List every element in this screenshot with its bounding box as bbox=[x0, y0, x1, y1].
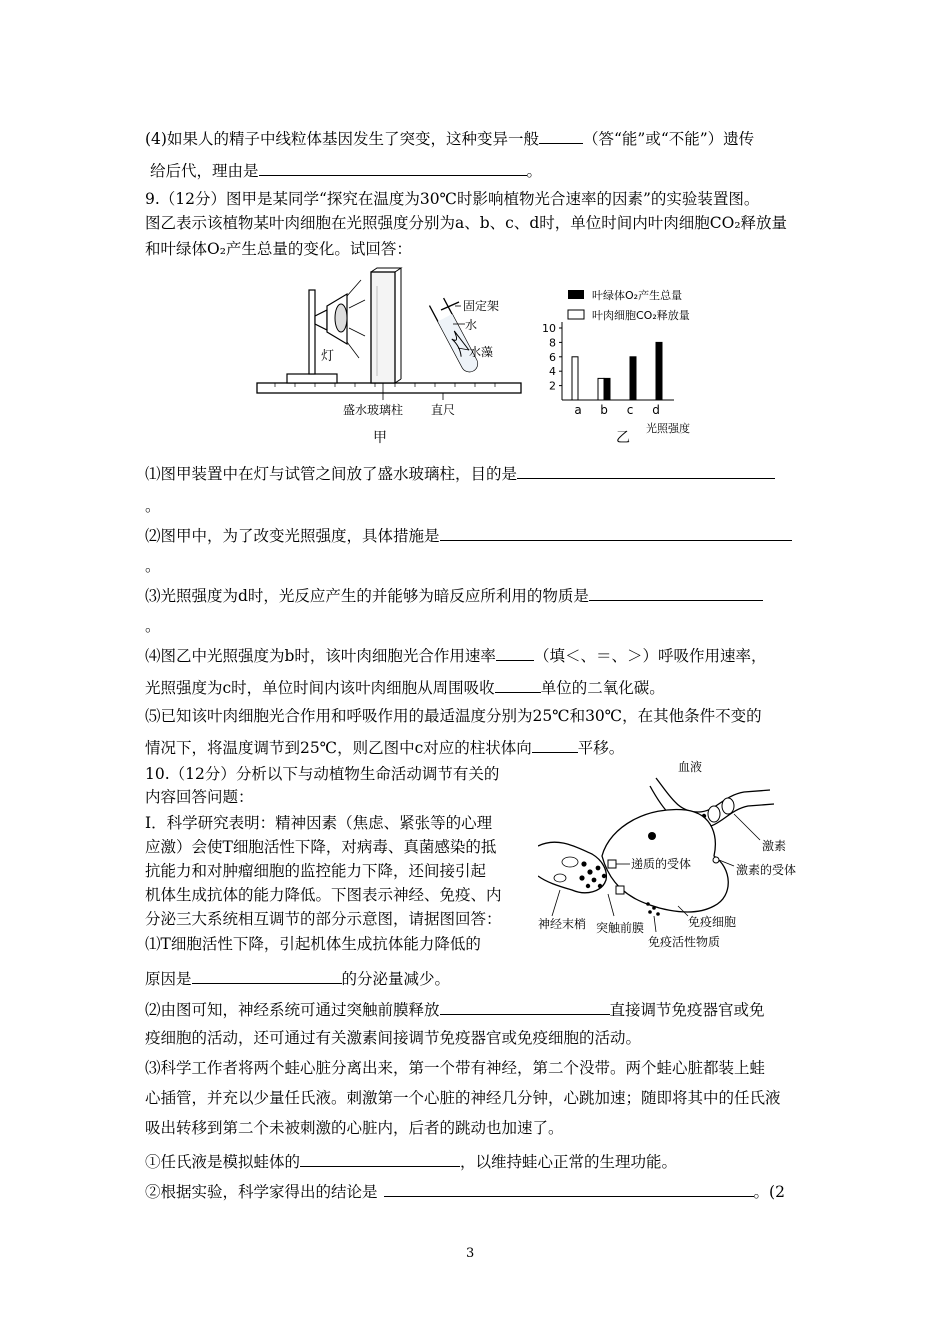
q9-1-answer-blank[interactable] bbox=[517, 462, 775, 479]
x-tick-label-d: d bbox=[652, 403, 660, 417]
q10-3-line5: ②根据实验，科学家得出的结论是 。(2 bbox=[145, 1180, 785, 1202]
stand-pole bbox=[309, 290, 315, 374]
algae-label: 水藻 bbox=[469, 345, 494, 359]
q9-intro-3: 和叶绿体O₂产生总量的变化。试回答： bbox=[145, 240, 412, 258]
q9-2-line: ⑵图甲中，为了改变光照强度，具体措施是 bbox=[145, 524, 792, 546]
y-tick-label: 2 bbox=[549, 379, 556, 393]
x-tick-label-b: b bbox=[600, 403, 608, 417]
q9-4-amount-blank[interactable] bbox=[495, 676, 541, 693]
q10-intro-2: 内容回答问题： bbox=[145, 788, 254, 806]
stand-base bbox=[287, 374, 337, 383]
q10-2-line1: ⑵由图可知，神经系统可通过突触前膜释放 直接调节免疫器官或免 bbox=[145, 998, 765, 1020]
q9-intro-1: 9.（12分）图甲是某同学“探究在温度为30℃时影响植物光合速率的因素”的实验装置图。 bbox=[145, 190, 760, 208]
q10-3-line4: ①任氏液是模拟蛙体的 ，以维持蛙心正常的生理功能。 bbox=[145, 1150, 677, 1172]
q10-3-2-answer-blank[interactable] bbox=[384, 1180, 754, 1197]
q10-p2: 应激）会使T细胞活性下降，对病毒、真菌感染的抵 bbox=[145, 838, 497, 856]
bar-co2-a bbox=[572, 357, 578, 400]
lamp-label: 灯 bbox=[321, 349, 335, 364]
q10-2-line2: 疫细胞的活动，还可通过有关激素间接调节免疫器官或免疫细胞的活动。 bbox=[145, 1029, 642, 1047]
q10-3-line1: ⑶科学工作者将两个蛙心脏分离出来，第一个带有神经，第二个没带。两个蛙心脏都装上蛙 bbox=[145, 1059, 766, 1077]
page-number: 3 bbox=[466, 1246, 475, 1261]
q9-2-answer-blank[interactable] bbox=[440, 524, 792, 541]
lamp-bulb bbox=[335, 304, 347, 332]
immune-cell-label: 免疫细胞 bbox=[688, 915, 737, 929]
q9-4-compare-blank[interactable] bbox=[496, 644, 534, 661]
q10-3-1-answer-blank[interactable] bbox=[300, 1150, 460, 1167]
y-tick-label: 10 bbox=[542, 322, 556, 335]
figure-jia-caption: 甲 bbox=[373, 430, 387, 446]
q10-3-line3: 吸出转移到第二个未被刺激的心脏内，后者的跳动也加速了。 bbox=[145, 1119, 564, 1137]
q8-4-reason-blank[interactable] bbox=[259, 159, 527, 176]
q10-3-line2: 心插管，并充以少量任氏液。刺激第一个心脏的神经几分钟，心跳加速；随即将其中的任氏液 bbox=[145, 1089, 781, 1107]
q9-intro-2: 图乙表示该植物某叶肉细胞在光照强度分别为a、b、c、d时，单位时间内叶肉细胞CO₂释放量 bbox=[145, 214, 788, 232]
hormone-receptor-label: 激素的受体 bbox=[736, 863, 797, 877]
q9-5-line2: 情况下，将温度调节到25℃，则乙图中c对应的柱状体向 平移。 bbox=[145, 736, 624, 758]
q10-1-line1: ⑴T细胞活性下降，引起机体生成抗体能力降低的 bbox=[145, 935, 481, 953]
bar-o2-d bbox=[656, 342, 662, 400]
q8-4-answer-blank[interactable] bbox=[539, 127, 583, 144]
q10-intro-1: 10.（12分）分析以下与动植物生命活动调节有关的 bbox=[145, 765, 500, 783]
figure-neuro-immune bbox=[538, 756, 810, 952]
hormone-label: 激素 bbox=[762, 839, 787, 853]
transmitter-receptor-box bbox=[608, 860, 616, 868]
presynaptic-label: 突触前膜 bbox=[596, 921, 645, 935]
column-label: 盛水玻璃柱 bbox=[343, 403, 404, 417]
blood-label: 血液 bbox=[678, 760, 703, 774]
q8-4-line2: 给后代，理由是 。 bbox=[150, 159, 542, 181]
bar-co2-b bbox=[598, 378, 604, 400]
figure-yi-chart bbox=[534, 282, 734, 444]
y-tick-label: 8 bbox=[549, 336, 556, 350]
lamp-holder bbox=[315, 310, 327, 330]
transmitter-receptor-label: 递质的受体 bbox=[631, 857, 692, 871]
q9-5-direction-blank[interactable] bbox=[532, 736, 578, 753]
legend-swatch-co2 bbox=[568, 310, 584, 319]
q8-4-line1: (4)如果人的精子中线粒体基因发生了突变，这种变异一般 （答“能”或“不能”）遗传 bbox=[145, 127, 754, 149]
legend-label-co2: 叶肉细胞CO₂释放量 bbox=[592, 309, 690, 322]
q9-1-end: 。 bbox=[145, 497, 161, 515]
q9-5-line1: ⑸已知该叶肉细胞光合作用和呼吸作用的最适温度分别为25℃和30℃，在其他条件不变的 bbox=[145, 707, 762, 725]
q10-p4: 机体生成抗体的能力降低。下图表示神经、免疫、内 bbox=[145, 886, 502, 904]
bar-o2-c bbox=[630, 357, 636, 400]
q10-2-answer-blank[interactable] bbox=[440, 998, 610, 1015]
legend-label-o2: 叶绿体O₂产生总量 bbox=[592, 289, 683, 302]
q10-p3: 抗能力和对肿瘤细胞的监控能力下降，还间接引起 bbox=[145, 862, 487, 880]
ruler-label: 直尺 bbox=[431, 403, 456, 417]
water-column bbox=[371, 272, 395, 383]
x-axis-label: 光照强度 bbox=[646, 422, 690, 435]
q9-3-line: ⑶光照强度为d时，光反应产生的并能够为暗反应所利用的物质是 bbox=[145, 584, 763, 606]
nerve-ending-label: 神经末梢 bbox=[538, 917, 587, 931]
q9-4-line2: 光照强度为c时，单位时间内该叶肉细胞从周围吸收 单位的二氧化碳。 bbox=[145, 676, 665, 698]
q10-1-answer-blank[interactable] bbox=[192, 967, 342, 984]
figure-yi-caption: 乙 bbox=[616, 430, 630, 444]
figure-jia bbox=[255, 266, 525, 452]
y-tick-label: 6 bbox=[549, 350, 556, 364]
q9-3-end: 。 bbox=[145, 617, 161, 635]
stand-label: 固定架 bbox=[463, 299, 500, 313]
q10-p1: Ⅰ．科学研究表明：精神因素（焦虑、紧张等的心理 bbox=[145, 814, 493, 832]
ruler-board bbox=[257, 383, 521, 393]
x-tick-label-c: c bbox=[626, 403, 634, 417]
water-label: 水 bbox=[465, 318, 478, 332]
q9-4-line1: ⑷图乙中光照强度为b时，该叶肉细胞光合作用速率 （填＜、＝、＞）呼吸作用速率， bbox=[145, 644, 766, 666]
q10-1-line2: 原因是 的分泌量减少。 bbox=[145, 967, 450, 989]
x-tick-label-a: a bbox=[574, 403, 582, 417]
q9-1-line: ⑴图甲装置中在灯与试管之间放了盛水玻璃柱，目的是 bbox=[145, 462, 775, 484]
q10-p5: 分泌三大系统相互调节的部分示意图，请据图回答： bbox=[145, 910, 502, 928]
q9-3-answer-blank[interactable] bbox=[589, 584, 763, 601]
legend-swatch-o2 bbox=[568, 290, 584, 299]
y-tick-label: 4 bbox=[549, 365, 556, 379]
q9-2-end: 。 bbox=[145, 557, 161, 575]
immune-substance-label: 免疫活性物质 bbox=[648, 935, 721, 949]
bar-o2-b bbox=[604, 378, 610, 400]
